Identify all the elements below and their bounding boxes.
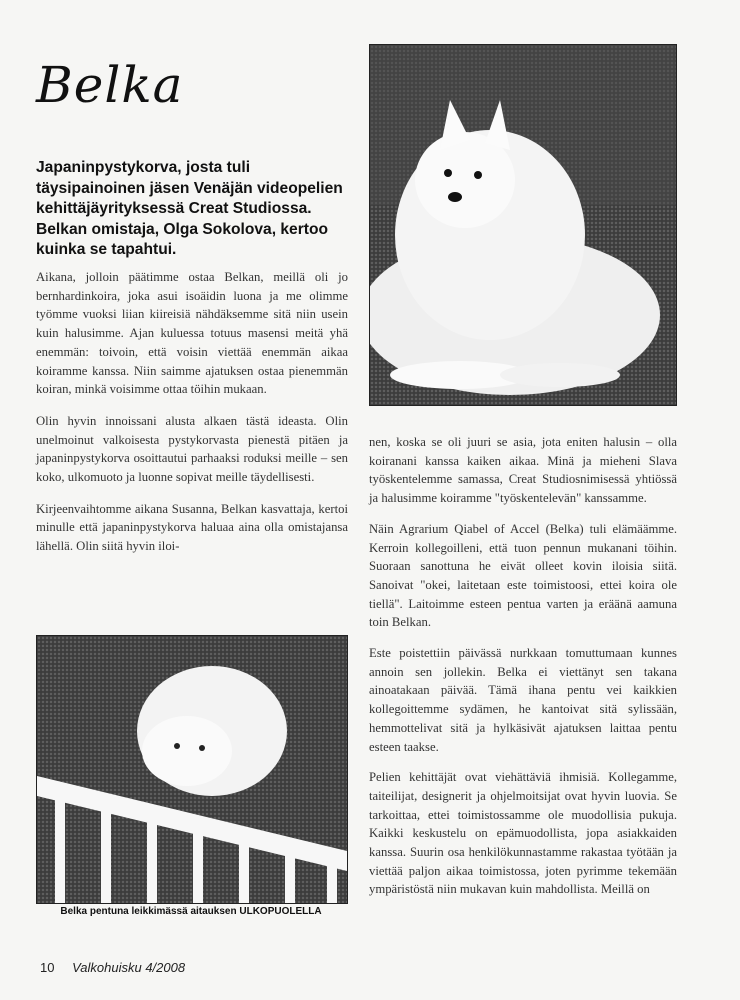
page-number: 10 — [40, 960, 55, 975]
body-paragraph: Olin hyvin innoissani alusta alkaen tästä ideasta. Olin unelmoinut valkoisesta pystykorvasta pienestä pitäen ja japaninpystykorva osoittautui parhaaksi roduksi meille – sen koko, ulkomuoto ja luonne sopivat meille täydellisesti. — [36, 413, 348, 485]
belka-puppy-photo — [36, 635, 348, 904]
magazine-issue: Valkohuisku 4/2008 — [72, 960, 186, 975]
body-paragraph: Näin Agrarium Qiabel of Accel (Belka) tuli elämäämme. Kerroin kollegoilleni, että tuon pennun mukanani töihin. Suoraan sanottuna he eivät olleet kovin iloisia siitä. Sanoivat "okei, laitetaan este toimistoosi, ettei koira ole tiellä". Laitoimme esteen pentua varten ja eräänä aamuna toin Belkan. — [369, 521, 677, 630]
body-paragraph: nen, koska se oli juuri se asia, jota eniten halusin – olla koiranani kanssa kaiken aikaa. Minä ja mieheni Slava työskentelemme samassa, Creat Studiosnimisessä yhtiössä ja halusimme koiramme "työskentelevän" kanssamme. — [369, 435, 677, 506]
right-column — [369, 433, 677, 911]
left-column — [36, 268, 348, 569]
body-paragraph: Kirjeenvaihtomme aikana Susanna, Belkan kasvattaja, kertoi minulle että japaninpystykorva haluaa aina olla omistajansa lähellä. Olin siitä hyvin iloi- — [36, 501, 348, 554]
body-paragraph: Aikana, jolloin päätimme ostaa Belkan, meillä oli jo bernhardinkoira, joka asui isoäidin luona ja me olimme työmme vuoksi liian kiireisiä nähdäksemme sitä niin usein kuin halusimme. Ajan kuluessa totuus masensi meitä yhä enemmän: toivoin, että voisin viettää enemmän aikaa koiramme kanssa. Niin saimme ajatuksen ostaa pienemmän koiran, minkä voisimme ottaa töihin mukaan. — [36, 270, 348, 397]
body-paragraph: Pelien kehittäjät ovat viehättäviä ihmisiä. Kollegamme, taiteilijat, designerit ja ohjelmoitsijat ovat hyvin luovia. Se tarkoittaa, ettei toimistossamme ole muodollisia pukuja. Kaikki keskustelu on epämuodollista, jopa asiakkaiden kanssa. Suurin osa henkilökunnastamme rakastaa työtään ja viettää paljon aikaa toimistossa, joten pyrimme tekemään ympäristöstä niin mukavan kuin mahdollista. Meillä on — [369, 770, 677, 897]
belka-adult-photo — [369, 44, 677, 406]
photo-caption: Belka pentuna leikkimässä aitauksen ULKOPUOLELLA — [60, 906, 322, 917]
body-paragraph: Este poistettiin päivässä nurkkaan tomuttumaan kunnes annoin sen jollekin. Belka ei viettänyt sen takana ainoatakaan päivää. Tämä ihana pentu vei kaikkien kollegoittemme sydämen, he kantoivat sitä sylissään, hemmottelivat sitä ja hylkäsivät ajatuksen laittaa pentu esteen taakse. — [369, 646, 677, 754]
article-title: Belka — [36, 56, 184, 114]
page-footer — [40, 960, 185, 975]
article-lead: Japaninpystykorva, josta tuli täysipainoinen jäsen Venäjän videopelien kehittäjäyrityksessä Creat Studiossa. Belkan omistaja, Olga Sokolova, kertoo kuinka se tapahtui. — [36, 159, 343, 258]
